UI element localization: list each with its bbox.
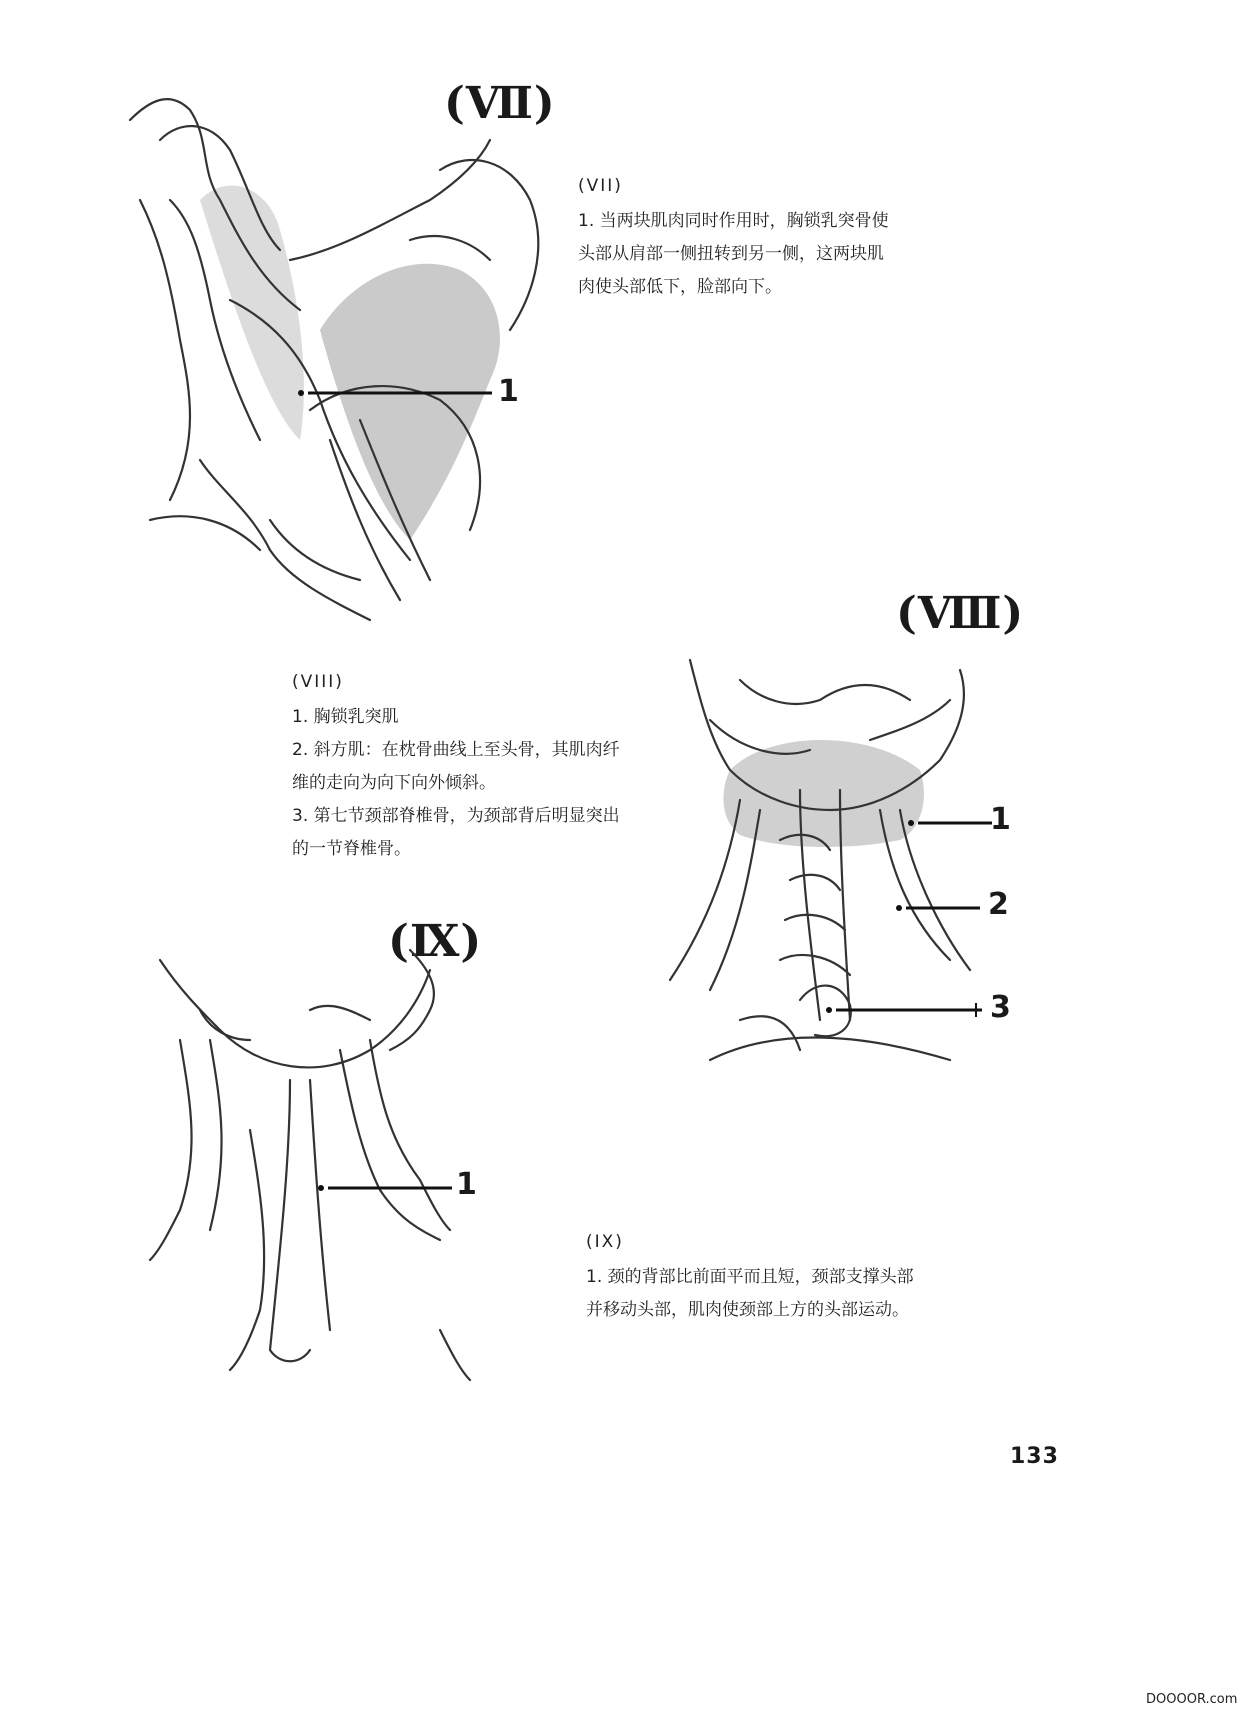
figure-ix-drawing <box>140 930 480 1390</box>
figure-ix-label-1-leader <box>318 1183 458 1193</box>
figure-vii-title: (Ⅶ) <box>444 78 556 129</box>
page-number: 133 <box>1010 1444 1059 1469</box>
figure-vii-label-1: 1 <box>498 374 519 409</box>
figure-ix-caption <box>586 1226 916 1327</box>
figure-vii-drawing <box>110 80 570 640</box>
figure-viii-title: (Ⅷ) <box>896 588 1025 639</box>
watermark: DOOOOR.com <box>1146 1692 1238 1707</box>
figure-ix-caption-item-1: 1. 颈的背部比前面平而且短，颈部支撑头部并移动头部，肌肉使颈部上方的头部运动。 <box>586 1267 914 1320</box>
figure-vii-caption-item-1: 1. 当两块肌肉同时作用时，胸锁乳突骨使头部从肩部一侧扭转到另一侧，这两块肌肉使头部低下，脸部向下。 <box>578 211 889 297</box>
figure-ix-label-1: 1 <box>456 1167 477 1202</box>
figure-vii-caption-heading: (VII) <box>578 176 623 196</box>
figure-viii-caption <box>292 666 622 866</box>
figure-viii-label-2: 2 <box>988 887 1009 922</box>
figure-viii-caption-item-3: 3. 第七节颈部脊椎骨，为颈部背后明显突出的一节脊椎骨。 <box>292 806 620 859</box>
figure-viii-caption-item-2: 2. 斜方肌：在枕骨曲线上至头骨，其肌肉纤维的走向为向下向外倾斜。 <box>292 740 620 793</box>
figure-ix-title: (Ⅸ) <box>388 916 483 967</box>
figure-viii-caption-heading: (VIII) <box>292 672 344 692</box>
figure-viii-label-2-leader <box>896 903 986 913</box>
figure-viii-caption-item-1: 1. 胸锁乳突肌 <box>292 707 399 727</box>
figure-ix-caption-heading: (IX) <box>586 1232 624 1252</box>
figure-viii-label-1: 1 <box>990 802 1011 837</box>
figure-viii-label-3: 3 <box>990 990 1011 1025</box>
figure-viii-label-3-leader <box>826 1003 986 1017</box>
figure-viii-label-1-leader <box>908 818 998 828</box>
figure-vii-caption <box>578 170 890 304</box>
figure-vii-label-1-leader <box>298 388 498 398</box>
